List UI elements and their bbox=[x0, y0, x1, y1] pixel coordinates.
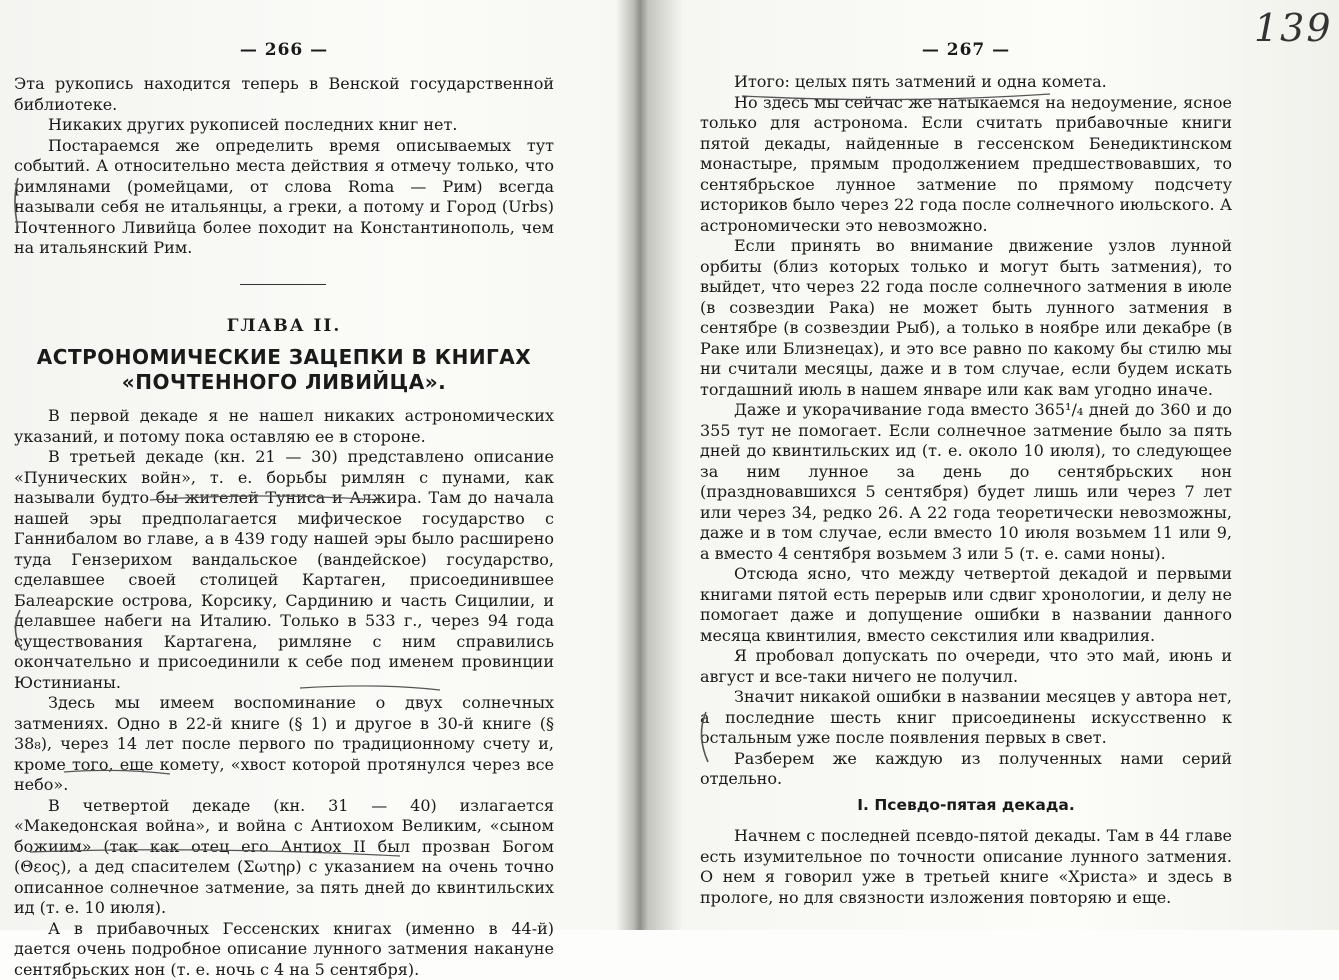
paragraph: Постараемся же определить время описываемых тут событий. А относительно места действия я отмечу только, что римлянами (ромейцами, от слова Roma — Рим) всегда называли себя не итальянцы, а греки, а потому и Город (Urbs) Почтенного Ливийца более походит на Константинополь, чем на итальянский Рим. bbox=[14, 136, 554, 259]
paragraph: В первой декаде я не нашел никаких астрономических указаний, и потому пока оставляю ее в стороне. bbox=[14, 406, 554, 447]
right-page bbox=[700, 0, 1232, 930]
paragraph: В третьей декаде (кн. 21 — 30) представлено описание «Пунических войн», т. е. борьбы римлян с пунами, как называли будто бы жителей Туниса и Алжира. Там до начала нашей эры предполагается мифическое государство с Ганнибалом во главе, а в 439 году нашей эры было расширено туда Гензерихом вандальское (вандейское) государство, сделавшее своей столицей Картаген, присоединившее Балеарские острова, Корсику, Сардинию и часть Сицилии, и делавшее набеги на Италию. Только в 533 г., через 94 года существования Картагена, римляне с ним справились окончательно и присоединили к себе под именем провинции Юстинианы. bbox=[14, 447, 554, 693]
paragraph: Я пробовал допускать по очереди, что это май, июнь и август и все-таки ничего не получил. bbox=[700, 646, 1232, 687]
paragraph: Отсюда ясно, что между четвертой декадой и первыми книгами пятой есть перерыв или сдвиг хронологии, и делу не помогает даже и допущение ошибки в названии данного месяца квинтилия, вместо секстилия или квадрилия. bbox=[700, 564, 1232, 646]
paragraph: Никаких других рукописей последних книг нет. bbox=[14, 115, 554, 136]
paragraph: Начнем с последней псевдо-пятой декады. Там в 44 главе есть изумительное по точности описание лунного затмения. О нем я говорил уже в третьей книге «Христа» и здесь в прологе, но для связности изложения повторяю и еще. bbox=[700, 826, 1232, 908]
chapter-title-line1: АСТРОНОМИЧЕСКИЕ ЗАЦЕПКИ В КНИГАХ bbox=[14, 345, 554, 369]
page-number-left: — 266 — bbox=[14, 40, 554, 60]
archive-number: 139 bbox=[1254, 6, 1336, 62]
left-page bbox=[14, 0, 554, 930]
paragraph: Даже и укорачивание года вместо 365¹/₄ дней до 360 и до 355 тут не помогает. Если солнечное затмение было за пять дней до квинтильских ид (т. е. около 10 июля), то следующее за ним лунное за день до сентябрьских нон (праздновавшихся 5 сентября) будет лишь или через 7 лет или через 34, редко 26. А 22 года теоретически невозможны, даже и в том случае, если вместо 10 июля возьмем 11 или 9, а вместо 4 сентября возьмем 3 или 5 (т. е. сами ноны). bbox=[700, 400, 1232, 564]
section-title: I. Псевдо-пятая декада. bbox=[700, 796, 1232, 814]
right-body-text bbox=[700, 72, 1232, 790]
paragraph: Здесь мы имеем воспоминание о двух солнечных затмениях. Одно в 22-й книге (§ 1) и другое в 30-й книге (§ 38₈), через 14 лет после первого по традиционному счету и, кроме того, еще комету, «хвост которой протянулся через все небо». bbox=[14, 693, 554, 796]
paragraph: Итого: целых пять затмений и одна комета. bbox=[700, 72, 1232, 93]
chapter-title-line2: «ПОЧТЕННОГО ЛИВИЙЦА». bbox=[14, 370, 554, 394]
paragraph: А в прибавочных Гессенских книгах (именно в 44-й) дается очень подробное описание лунного затмения накануне сентябрьских нон (т. е. ночь с 4 на 5 сентября). bbox=[14, 919, 554, 980]
paragraph: Но здесь мы сейчас же натыкаемся на недоумение, ясное только для астронома. Если считать прибавочные книги пятой декады, найденные в гессенском Бенедиктинском монастыре, прямым продолжением предшествовавших, то сентябрьское лунное затмение по прямому подсчету историков было через 22 года после солнечного июльского. А астрономически это невозможно. bbox=[700, 93, 1232, 237]
paragraph: Если принять во внимание движение узлов лунной орбиты (близ которых только и могут быть затмения), то выйдет, что через 22 года после солнечного затмения в июле (в созвездии Рака) не может быть лунного затмения в сентябре (в созвездии Рыб), а только в ноябре или декабре (в Раке или Близнецах), и это все равно по какому бы стилю мы ни считали месяцы, даже и в том случае, если будем искать тогдашний июль в нашем январе или как вам угодно иначе. bbox=[700, 236, 1232, 400]
paragraph: Разберем же каждую из полученных нами серий отдельно. bbox=[700, 749, 1232, 790]
section-divider bbox=[240, 284, 326, 285]
left-body-text bbox=[14, 406, 554, 980]
paragraph: Значит никакой ошибки в названии месяцев у автора нет, а последние шесть книг присоединены искусственно к остальным уже после появления первых в свет. bbox=[700, 687, 1232, 749]
right-section-text bbox=[700, 826, 1232, 908]
left-top-text bbox=[14, 74, 554, 259]
chapter-label: ГЛАВА II. bbox=[14, 316, 554, 336]
paragraph: В четвертой декаде (кн. 31 — 40) излагается «Македонская война», и война с Антиохом Великим, «сыном божиим» (так как отец его Антиох II был прозван Богом (Θεος), а дед спасителем (Σωτηρ) с указанием на очень точно описанное солнечное затмение, за пять дней до квинтильских ид (т. е. 10 июля). bbox=[14, 796, 554, 919]
page-number-right: — 267 — bbox=[700, 40, 1232, 60]
paragraph: Эта рукопись находится теперь в Венской государственной библиотеке. bbox=[14, 74, 554, 115]
